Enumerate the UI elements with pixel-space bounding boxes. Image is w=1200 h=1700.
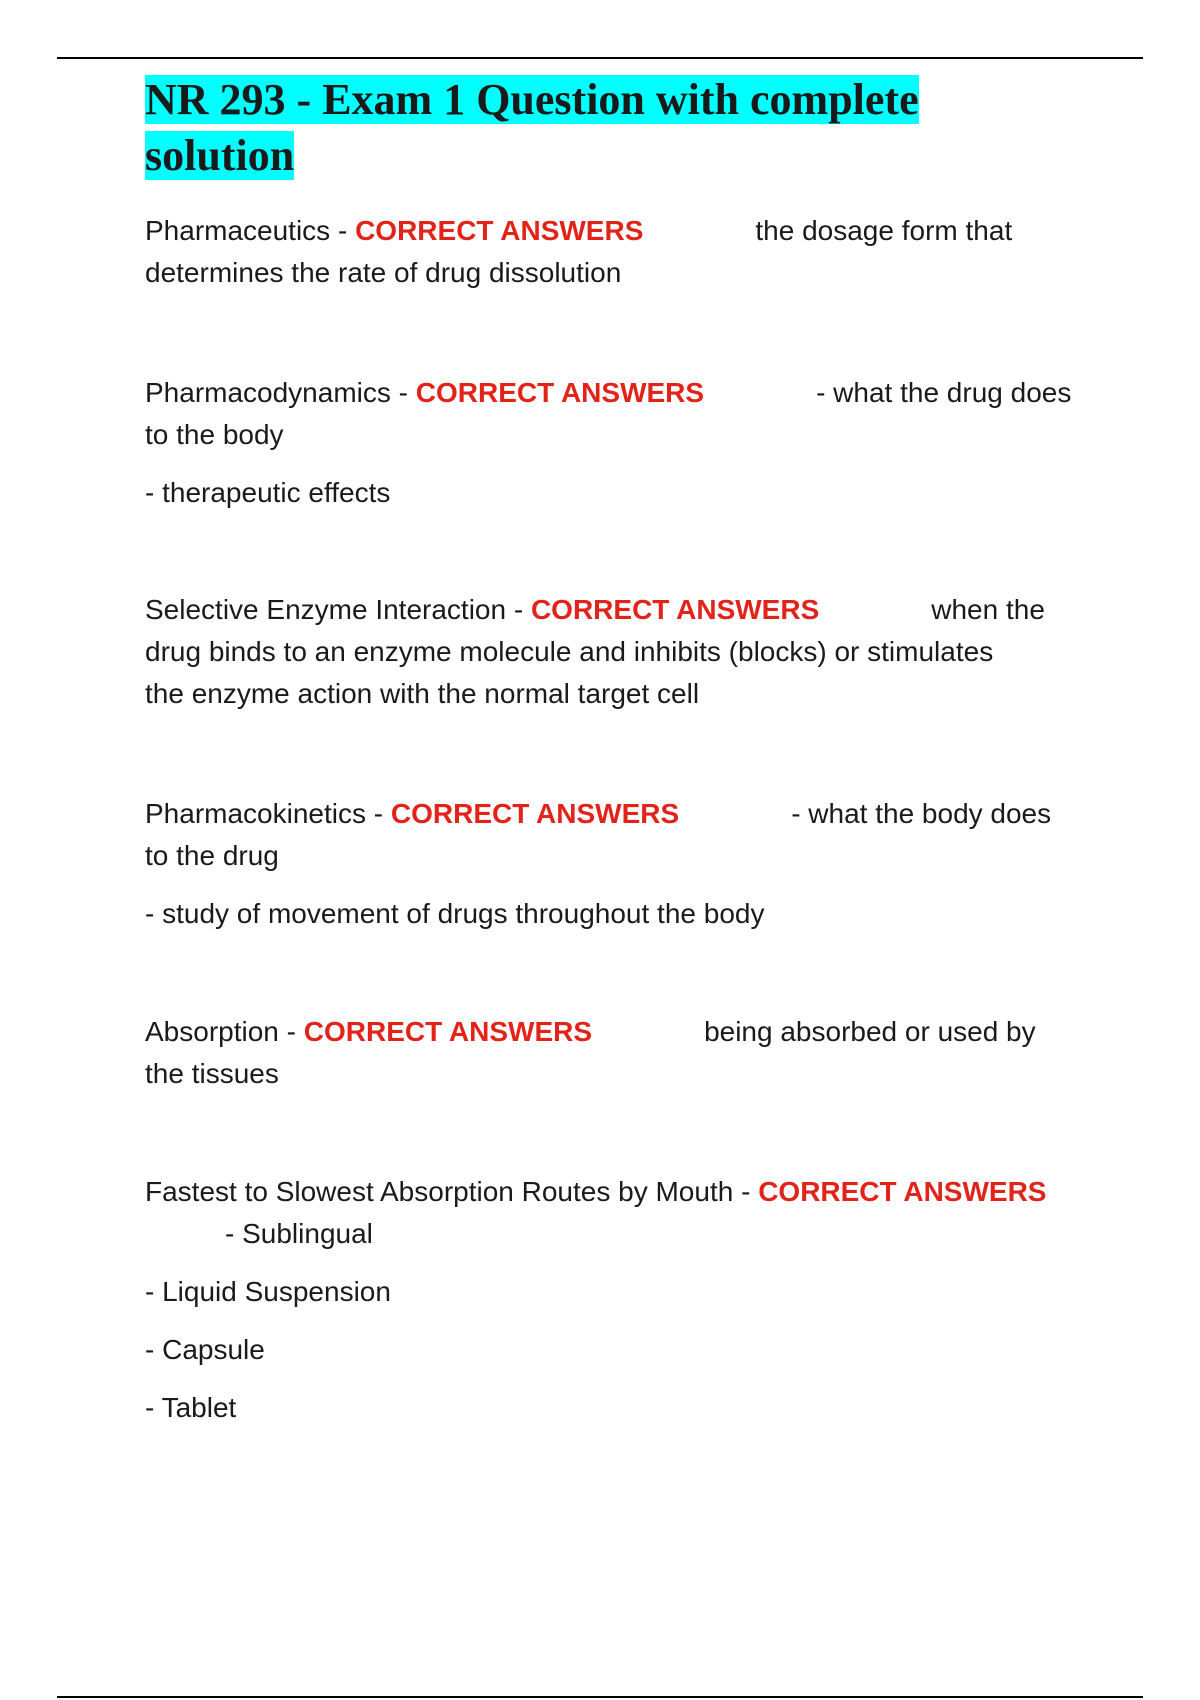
entry-first-line (145, 372, 1085, 414)
qa-entry-selective-enzyme-interaction (145, 589, 1085, 715)
entry-first-line (145, 793, 1085, 835)
correct-answers-label: CORRECT ANSWERS (415, 377, 705, 408)
document-title: NR 293 - Exam 1 Question with complete solution (145, 75, 919, 180)
term: Fastest to Slowest Absorption Routes by Mouth - (145, 1176, 759, 1207)
qa-entry-pharmacokinetics (145, 793, 1085, 935)
answer-text: the dosage form that (755, 215, 1013, 246)
top-rule (57, 57, 1143, 59)
entry-first-line (145, 1011, 1085, 1053)
bottom-rule (57, 1696, 1143, 1698)
list-item: - Sublingual (225, 1218, 373, 1249)
qa-entry-absorption (145, 1011, 1085, 1095)
answer-text: the enzyme action with the normal target cell (145, 678, 700, 709)
answer-text: to the body (145, 419, 284, 450)
answer-text: to the drug (145, 840, 279, 871)
answer-text: the tissues (145, 1058, 279, 1089)
correct-answers-label: CORRECT ANSWERS (390, 798, 680, 829)
answer-text: - what the drug does (816, 377, 1072, 408)
term: Pharmacokinetics - (145, 798, 391, 829)
answer-text: - study of movement of drugs throughout the body (145, 898, 765, 929)
answer-text: determines the rate of drug dissolution (145, 257, 622, 288)
list-item: - Liquid Suspension (145, 1276, 391, 1307)
qa-entry-pharmacodynamics (145, 372, 1085, 514)
correct-answers-label: CORRECT ANSWERS (355, 215, 644, 246)
answer-text: when the (931, 594, 1045, 625)
answer-text: - what the body does (791, 798, 1052, 829)
list-item: - Capsule (145, 1334, 265, 1365)
answer-text: - therapeutic effects (145, 477, 391, 508)
list-item: - Tablet (145, 1392, 237, 1423)
term: Pharmaceutics - (145, 215, 356, 246)
answer-text: being absorbed or used by (704, 1016, 1036, 1047)
correct-answers-label: CORRECT ANSWERS (303, 1016, 593, 1047)
entry-first-line (145, 1171, 1085, 1213)
correct-answers-label: CORRECT ANSWERS (758, 1176, 1047, 1207)
qa-entry-pharmaceutics (145, 210, 1085, 294)
qa-entry-absorption-routes (145, 1171, 1085, 1429)
term: Pharmacodynamics - (145, 377, 416, 408)
entry-first-line (145, 589, 1085, 631)
term: Absorption - (145, 1016, 304, 1047)
term: Selective Enzyme Interaction - (145, 594, 531, 625)
correct-answers-label: CORRECT ANSWERS (530, 594, 820, 625)
answer-text: drug binds to an enzyme molecule and inhibits (blocks) or stimulates (145, 636, 994, 667)
entry-first-line (145, 210, 1085, 252)
